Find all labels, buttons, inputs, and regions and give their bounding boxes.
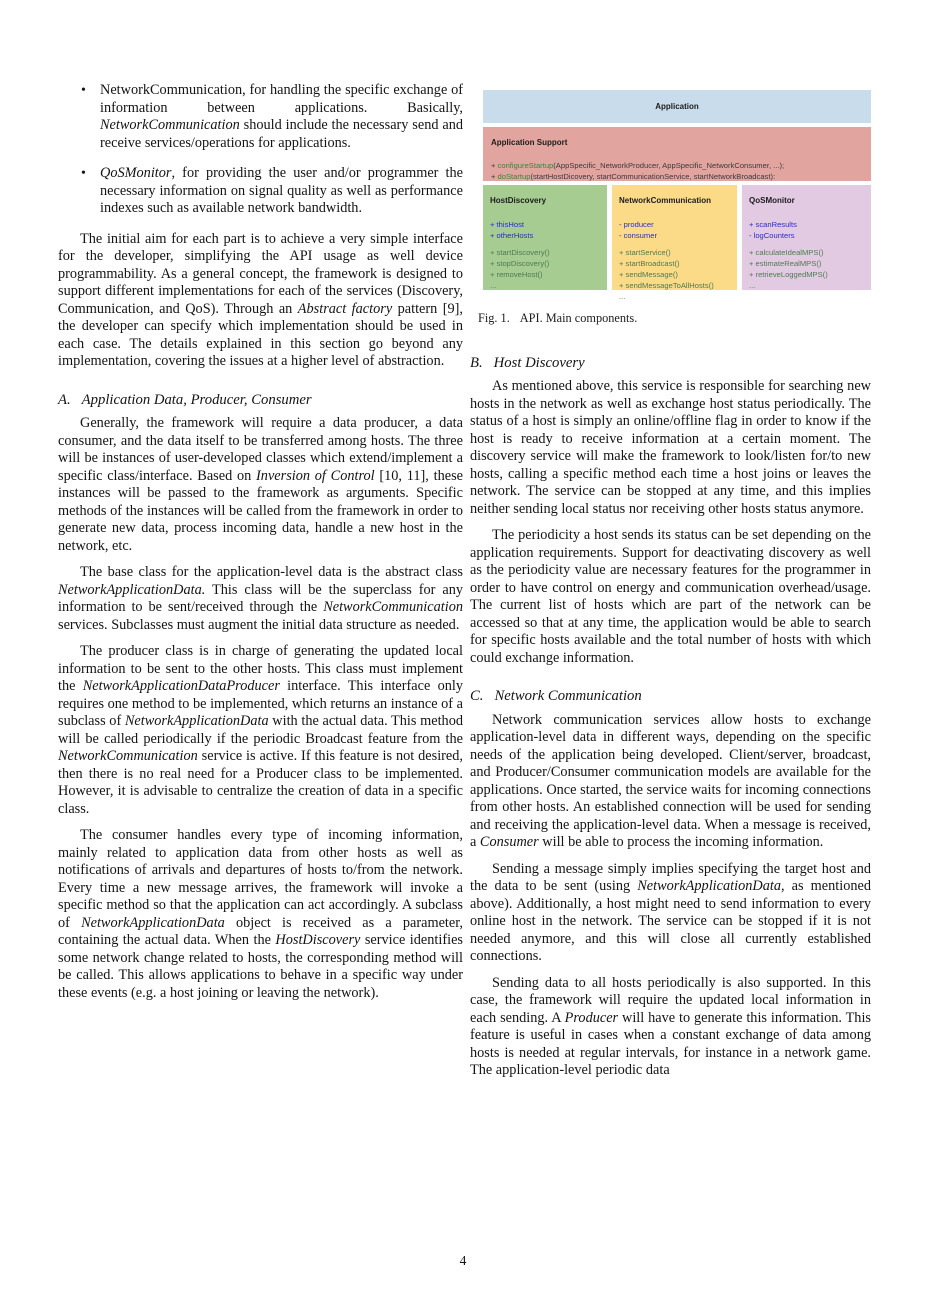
bullet-text: QoSMonitor, for providing the user and/or programmer the necessary information on signal quality as well as performance indexes such as available network bandwidth. xyxy=(100,165,463,216)
method-name: configureStartup xyxy=(497,160,554,170)
method-name: doStartup xyxy=(497,172,531,181)
section-label: C. xyxy=(470,688,484,704)
attribute-line: - producer xyxy=(619,219,654,229)
class-methods xyxy=(619,247,737,302)
figure-application-box xyxy=(483,90,871,123)
method-line: ... xyxy=(619,291,626,301)
class-attributes xyxy=(490,219,607,241)
attribute-line: + thisHost xyxy=(490,219,524,229)
figure-class-row xyxy=(483,185,871,301)
bullet-item-network-communication xyxy=(81,82,463,152)
paragraph: Network communication services allow hosts to exchange application-level data in different ways, depending on the specific needs of the application being developed. Client/server, broadcast, and Producer/Consumer communication models are available for the applications. Once started, the service waits for incoming connections from other hosts. An established connection will be used for sending and receiving the application-level data. When a message is received, a Consumer will be able to process the incoming information. xyxy=(470,711,871,850)
bullet-icon: • xyxy=(81,83,86,98)
figure-caption-label: Fig. 1. xyxy=(478,311,510,325)
section-title: Application Data, Producer, Consumer xyxy=(81,391,312,408)
intro-paragraph: The initial aim for each part is to achieve a very simple interface for the developer, simplifying the API usage as well device programmability. As a general concept, the framework is designed to support different implementations for each of the services (Discovery, Communication, and QoS). Through an Abstract factory pattern [9], the developer can specify which implementation should be used in each case. The details explained in this section go beyond any implementation, covering the issues at a higher level of abstraction. xyxy=(58,230,463,369)
figure-class-qos-monitor xyxy=(742,185,871,290)
method-line: + startService() xyxy=(619,247,671,257)
attribute-line: - consumer xyxy=(619,230,657,240)
method-line: + calculateIdealMPS() xyxy=(749,247,824,257)
method-line: + retrieveLoggedMPS() xyxy=(749,269,828,279)
figure-support-method-line: + doStartup(startHostDicovery, startCommunicationService, startNetworkBroadcast): xyxy=(491,172,776,181)
attribute-line: + otherHosts xyxy=(490,230,534,240)
right-column xyxy=(470,88,871,1080)
paragraph: The periodicity a host sends its status can be set depending on the application requirements. Support for deactivating discovery as well as the periodicity value are necessary features for the programmer in order to have control on energy and communication overhead/usage. The current list of hosts which are part of the network can be accessed so that at any time, the application would be able to search for specific hosts available and the total number of hosts with which could exchange information. xyxy=(470,527,871,666)
page-number: 4 xyxy=(459,1253,467,1268)
method-line: + sendMessage() xyxy=(619,269,678,279)
figure-application-support-box xyxy=(483,127,871,181)
paragraph: As mentioned above, this service is responsible for searching new hosts in the network as well as exchange host status periodically. The status of a host is simply an online/offline flag in order to know if the host is ready to receive information at a certain moment. The discovery service will make the framework to look/listen for/to new hosts, calling a specific method each time a host joins or leaves the network. The service can be stopped at any time, and this implies neither sending local status nor receiving other hosts status anymore. xyxy=(470,378,871,517)
paragraph: The base class for the application-level data is the abstract class NetworkApplicationData. This class will be the superclass for any information to be sent/received through the NetworkCommunication services. Subclasses must augment the initial data structure as needed. xyxy=(58,564,463,633)
bullet-list xyxy=(58,82,463,218)
class-methods xyxy=(749,247,871,291)
attribute-line: - logCounters xyxy=(749,230,795,240)
figure-class-network-communication xyxy=(612,185,737,301)
attribute-line: + scanResults xyxy=(749,219,797,229)
section-label: A. xyxy=(58,391,71,408)
method-line: + sendMessageToAllHosts() xyxy=(619,280,714,290)
figure-application-label: Application xyxy=(655,101,699,111)
bullet-icon: • xyxy=(81,166,86,181)
figure-support-method-line: + configureStartup(AppSpecific_NetworkProducer, AppSpecific_NetworkConsumer, ...); xyxy=(491,160,785,170)
bullet-item-qos-monitor xyxy=(81,165,463,218)
paragraph: Generally, the framework will require a data producer, a data consumer, and the data itself to be transferred among hosts. The three will be instances of user-developed classes which extend/implement a specific class/interface. Based on Inversion of Control [10, 11], these instances will be passed to the framework as arguments. Specific methods of the instances will be called from the framework in order to generate new data, process incoming data, handle a new host in the network, etc. xyxy=(58,415,463,554)
class-title: HostDiscovery xyxy=(490,196,547,205)
figure-support-title: Application Support xyxy=(491,138,568,147)
method-line: + removeHost() xyxy=(490,269,543,279)
class-attributes xyxy=(749,219,871,241)
class-title: NetworkCommunication xyxy=(619,196,712,205)
left-column xyxy=(58,82,463,1002)
paragraph: The consumer handles every type of incoming information, mainly related to application data from other hosts as well as notifications of arrivals and departures of hosts to/from the network. Every time a new message arrives, the framework will invoke a specific method so that the application can act accordingly. A subclass of NetworkApplicationData object is received as a parameter, containing the actual data. When the HostDiscovery service identifies some network change related to hosts, the corresponding method will be called. This allows applications to behave in a specific way under these events (e.g. a host joining or leaving the network). xyxy=(58,827,463,1001)
section-heading-c xyxy=(470,688,871,706)
class-methods xyxy=(490,247,607,291)
section-title: Host Discovery xyxy=(493,354,585,371)
section-heading-b xyxy=(470,355,871,373)
paragraph: Sending a message simply implies specifying the target host and the data to be sent (using NetworkApplicationData, as mentioned above). Additionally, a host might need to send information to every online host in the network. The service can be stopped if it is not needed anymore, and this will close all currently established connections. xyxy=(470,860,871,964)
method-line: ... xyxy=(749,280,756,290)
bullet-text: NetworkCommunication, for handling the specific exchange of information between applications. Basically, NetworkCommunication should include the necessary send and receive services/operations for applications. xyxy=(100,82,463,151)
method-line: ... xyxy=(490,280,497,290)
method-line: + startDiscovery() xyxy=(490,247,550,257)
section-title: Network Communication xyxy=(494,688,642,704)
figure-api-components xyxy=(483,90,871,301)
class-title: QoSMonitor xyxy=(749,196,795,205)
figure-class-host-discovery xyxy=(483,185,607,290)
figure-caption-text: API. Main components. xyxy=(519,311,638,325)
method-line: + startBroadcast() xyxy=(619,258,680,268)
paragraph: Sending data to all hosts periodically is also supported. In this case, the framework will require the updated local information in each sending. A Producer will have to generate this information. This feature is useful in cases when a constant exchange of data among hosts is needed at regular intervals, for instance in a network game. The application-level periodic data xyxy=(470,974,871,1078)
section-heading-a xyxy=(58,392,463,410)
method-line: + stopDiscovery() xyxy=(490,258,550,268)
figure-caption xyxy=(478,310,871,328)
section-label: B. xyxy=(470,354,483,371)
paragraph: The producer class is in charge of generating the updated local information to be sent to the other hosts. This class must implement the NetworkApplicationDataProducer interface. This interface only requires one method to be implemented, which returns an instance of a subclass of NetworkApplicationData with the actual data. This method will be called periodically if the periodic Broadcast feature from the NetworkCommunication service is active. If this feature is not desired, then there is no real need for a Producer class to be implemented. However, it is advisable to centralize the creation of data in a specific class. xyxy=(58,643,463,817)
method-line: + estimateRealMPS() xyxy=(749,258,822,268)
class-attributes xyxy=(619,219,737,241)
